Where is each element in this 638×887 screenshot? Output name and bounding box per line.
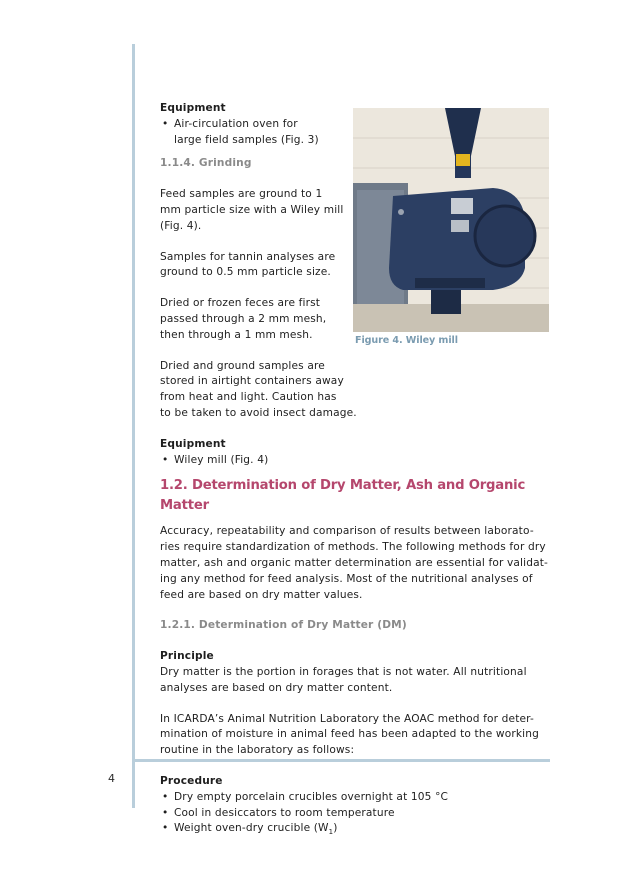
figure-caption: Figure 4. Wiley mill	[355, 335, 458, 346]
section-intro-paragraph: Accuracy, repeatability and comparison of results between laborato- ries require standardization of methods. The following methods for dry matter, ash and organic matter determination are essential for validat- ing any method for feed analysis. Most of the nutritional analyses of feed are based on dry matter values.	[160, 525, 549, 601]
grinding-paragraph-4: Dried and ground samples are stored in airtight containers away from heat and light. Caution has to be taken to avoid insect damage.	[160, 359, 357, 419]
equipment-list-item-2: • Wiley mill (Fig. 4)	[160, 453, 560, 469]
equipment-list-item: • Air-circulation oven for	[160, 117, 560, 133]
grinding-paragraph-3: Dried or frozen feces are first passed through a 2 mm mesh, then through a 1 mm mesh.	[160, 297, 327, 341]
principle-heading: Principle	[160, 650, 214, 663]
procedure-heading: Procedure	[160, 774, 223, 787]
procedure-step: • Dry empty porcelain crucibles overnight at 105 °C	[160, 790, 560, 806]
method-paragraph: In ICARDA’s Animal Nutrition Laboratory the AOAC method for deter- mination of moisture in animal feed has been adapted to the working routine in the laboratory as follows:	[160, 712, 539, 757]
dry-matter-subheading: 1.2.1. Determination of Dry Matter (DM)	[160, 619, 407, 632]
equipment-list-item-cont: large field samples (Fig. 3)	[174, 133, 319, 146]
left-margin-rule	[132, 44, 135, 808]
grinding-paragraph-1: Feed samples are ground to 1 mm particle size with a Wiley mill (Fig. 4).	[160, 188, 344, 232]
grinding-paragraph-2: Samples for tannin analyses are ground to 0.5 mm particle size.	[160, 250, 336, 279]
page-body	[160, 101, 560, 841]
equipment-heading-2: Equipment	[160, 437, 226, 450]
procedure-step: • Weight oven-dry crucible $(W_1)$	[160, 821, 560, 841]
grinding-heading: 1.1.4. Grinding	[160, 157, 252, 170]
page-number: 4	[108, 772, 115, 785]
procedure-step: • Cool in desiccators to room temperature	[160, 806, 560, 822]
section-heading: 1.2. Determination of Dry Matter, Ash and Organic Matter	[160, 478, 526, 514]
equipment-heading: Equipment	[160, 102, 226, 114]
principle-paragraph: Dry matter is the portion in forages that is not water. All nutritional analyses are based on dry matter content.	[160, 665, 527, 694]
